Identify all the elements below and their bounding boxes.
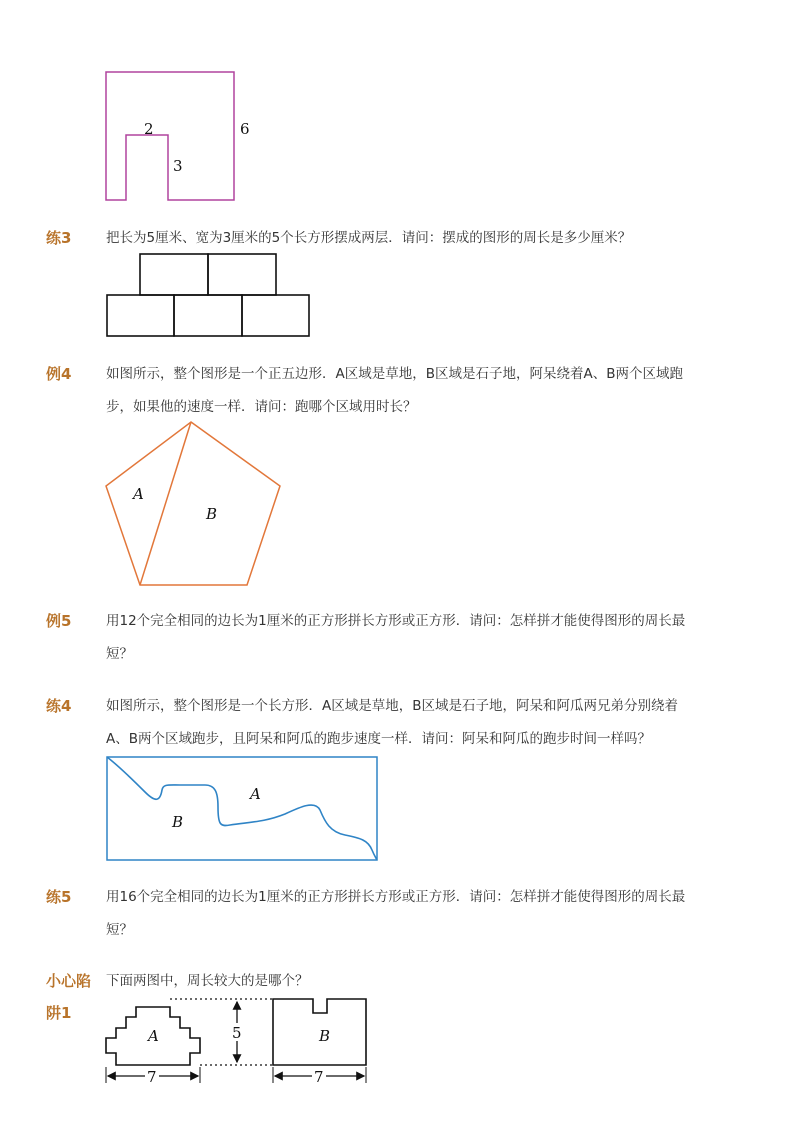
exercise-label-lian3: 练3 [46,229,72,247]
pentagon-divider [140,422,191,585]
notched-rectangle-outline [106,72,234,200]
rectangle-bottom-1 [107,295,174,336]
exercise-text-lian3: 把长为5厘米、宽为3厘米的5个长方形摆成两层．请问：摆成的图形的周长是多少厘米？ [106,230,632,246]
example-label-li4: 例4 [46,365,72,383]
wavy-boundary [107,757,377,860]
pentagon-figure [100,416,290,592]
example-label-li5: 例5 [46,612,72,630]
trap-label-line2: 阱1 [46,1004,72,1022]
rectangle-outline [107,757,377,860]
height-label: 5 [232,1024,242,1042]
label-width-2: 2 [144,120,154,138]
perimeter-comparison-figure [100,993,380,1089]
label-depth-3: 3 [173,157,183,175]
rectangle-bottom-2 [174,295,242,336]
pentagon-outline [106,422,280,585]
rectangle-curve-figure [100,752,385,866]
width-label-left: 7 [147,1068,157,1086]
example-text-li5-line1: 用12个完全相同的边长为1厘米的正方形拼长方形或正方形．请问：怎样拼才能使得图形的周长最 [106,613,686,629]
region-label-b: B [172,813,184,831]
example-text-li4-line1: 如图所示，整个图形是一个正五边形．A区域是草地，B区域是石子地，阿呆绕着A、B两个区域跑 [106,366,683,382]
example-text-li5-line2: 短？ [106,646,133,662]
region-label-b: B [206,505,218,523]
width-label-right: 7 [314,1068,324,1086]
rectangle-top-1 [140,254,208,295]
exercise-label-lian5: 练5 [46,888,72,906]
exercise-text-lian5-line1: 用16个完全相同的边长为1厘米的正方形拼长方形或正方形．请问：怎样拼才能使得图形的周长最 [106,889,686,905]
rectangle-top-2 [208,254,276,295]
shape-label-a: A [148,1027,159,1045]
exercise-text-lian4-line1: 如图所示，整个图形是一个长方形．A区域是草地，B区域是石子地，阿呆和阿瓜两兄弟分别绕着 [106,698,678,714]
stacked-rectangles-figure [100,250,320,342]
example-text-li4-line2: 步，如果他的速度一样．请问：跑哪个区域用时长？ [106,399,417,415]
trap-question-text: 下面两图中，周长较大的是哪个？ [106,973,309,989]
trap-label-line1: 小心陷 [46,972,92,990]
rectangle-bottom-3 [242,295,309,336]
label-height-6: 6 [240,120,250,138]
region-label-a: A [133,485,144,503]
region-label-a: A [250,785,261,803]
exercise-text-lian4-line2: A、B两个区域跑步，且阿呆和阿瓜的跑步速度一样．请问：阿呆和阿瓜的跑步时间一样吗？ [106,731,651,747]
notched-rectangle-figure [100,64,270,209]
exercise-text-lian5-line2: 短？ [106,922,133,938]
exercise-label-lian4: 练4 [46,697,72,715]
shape-label-b: B [319,1027,331,1045]
